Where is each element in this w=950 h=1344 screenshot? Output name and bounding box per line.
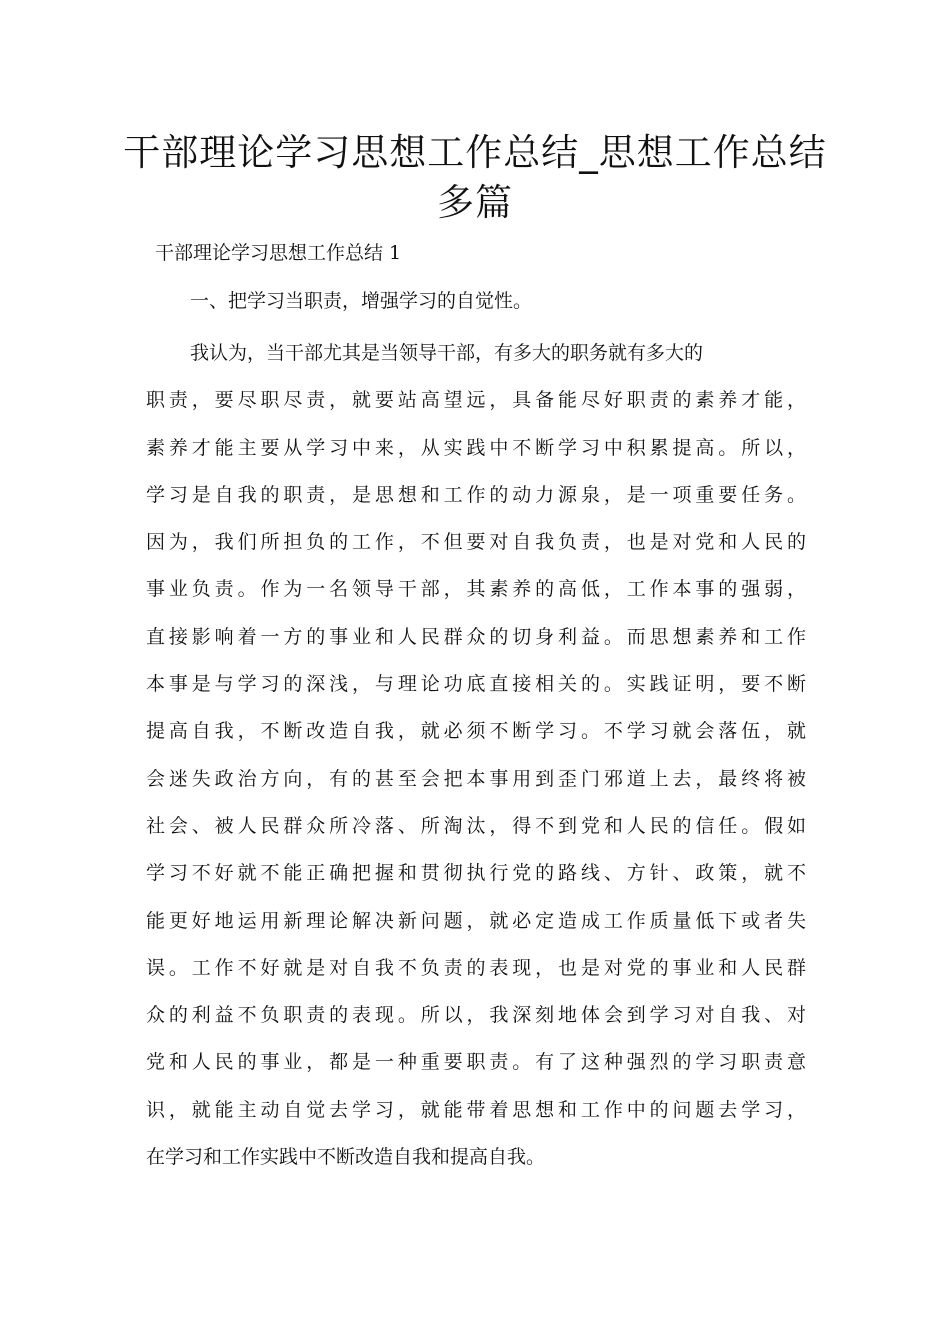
paragraph-line: 本事是与学习的深浅，与理论功底直接相关的。实践证明，要不断 xyxy=(146,673,806,696)
paragraph-line: 在学习和工作实践中不断改造自我和提高自我。 xyxy=(146,1146,546,1169)
paragraph-line: 素养才能主要从学习中来，从实践中不断学习中积累提高。所以， xyxy=(146,436,806,459)
paragraph-line: 党和人民的事业，都是一种重要职责。有了这种强烈的学习职责意 xyxy=(146,1051,806,1074)
paragraph-line: 能更好地运用新理论解决新问题，就必定造成工作质量低下或者失 xyxy=(146,909,806,932)
paragraph-line: 社会、被人民群众所冷落、所淘汰，得不到党和人民的信任。假如 xyxy=(146,814,806,837)
paragraph-line: 因为，我们所担负的工作，不但要对自我负责，也是对党和人民的 xyxy=(146,531,806,554)
paragraph-line: 事业负责。作为一名领导干部，其素养的高低，工作本事的强弱， xyxy=(146,578,806,601)
body-paragraph xyxy=(146,338,806,1189)
document-title: 干部理论学习思想工作总结_思想工作总结多篇 xyxy=(123,131,827,224)
paragraph-line: 误。工作不好就是对自我不负责的表现，也是对党的事业和人民群 xyxy=(146,956,806,979)
paragraph-line: 我认为，当干部尤其是当领导干部，有多大的职务就有多大的 xyxy=(190,342,704,364)
paragraph-line: 学习不好就不能正确把握和贯彻执行党的路线、方针、政策，就不 xyxy=(146,862,806,885)
paragraph-line: 学习是自我的职责，是思想和工作的动力源泉，是一项重要任务。 xyxy=(146,483,806,506)
paragraph-line: 职责，要尽职尽责，就要站高望远，具备能尽好职责的素养才能， xyxy=(146,389,806,412)
section-title: 干部理论学习思想工作总结 1 xyxy=(155,242,402,264)
paragraph-line: 众的利益不负职责的表现。所以，我深刻地体会到学习对自我、对 xyxy=(146,1004,806,1027)
paragraph-line: 提高自我，不断改造自我，就必须不断学习。不学习就会落伍，就 xyxy=(146,720,806,743)
section-heading: 一、把学习当职责，增强学习的自觉性。 xyxy=(190,290,533,312)
paragraph-line: 会迷失政治方向，有的甚至会把本事用到歪门邪道上去，最终将被 xyxy=(146,767,806,790)
paragraph-line: 识，就能主动自觉去学习，就能带着思想和工作中的问题去学习， xyxy=(146,1098,806,1121)
paragraph-line: 直接影响着一方的事业和人民群众的切身利益。而思想素养和工作 xyxy=(146,625,806,648)
